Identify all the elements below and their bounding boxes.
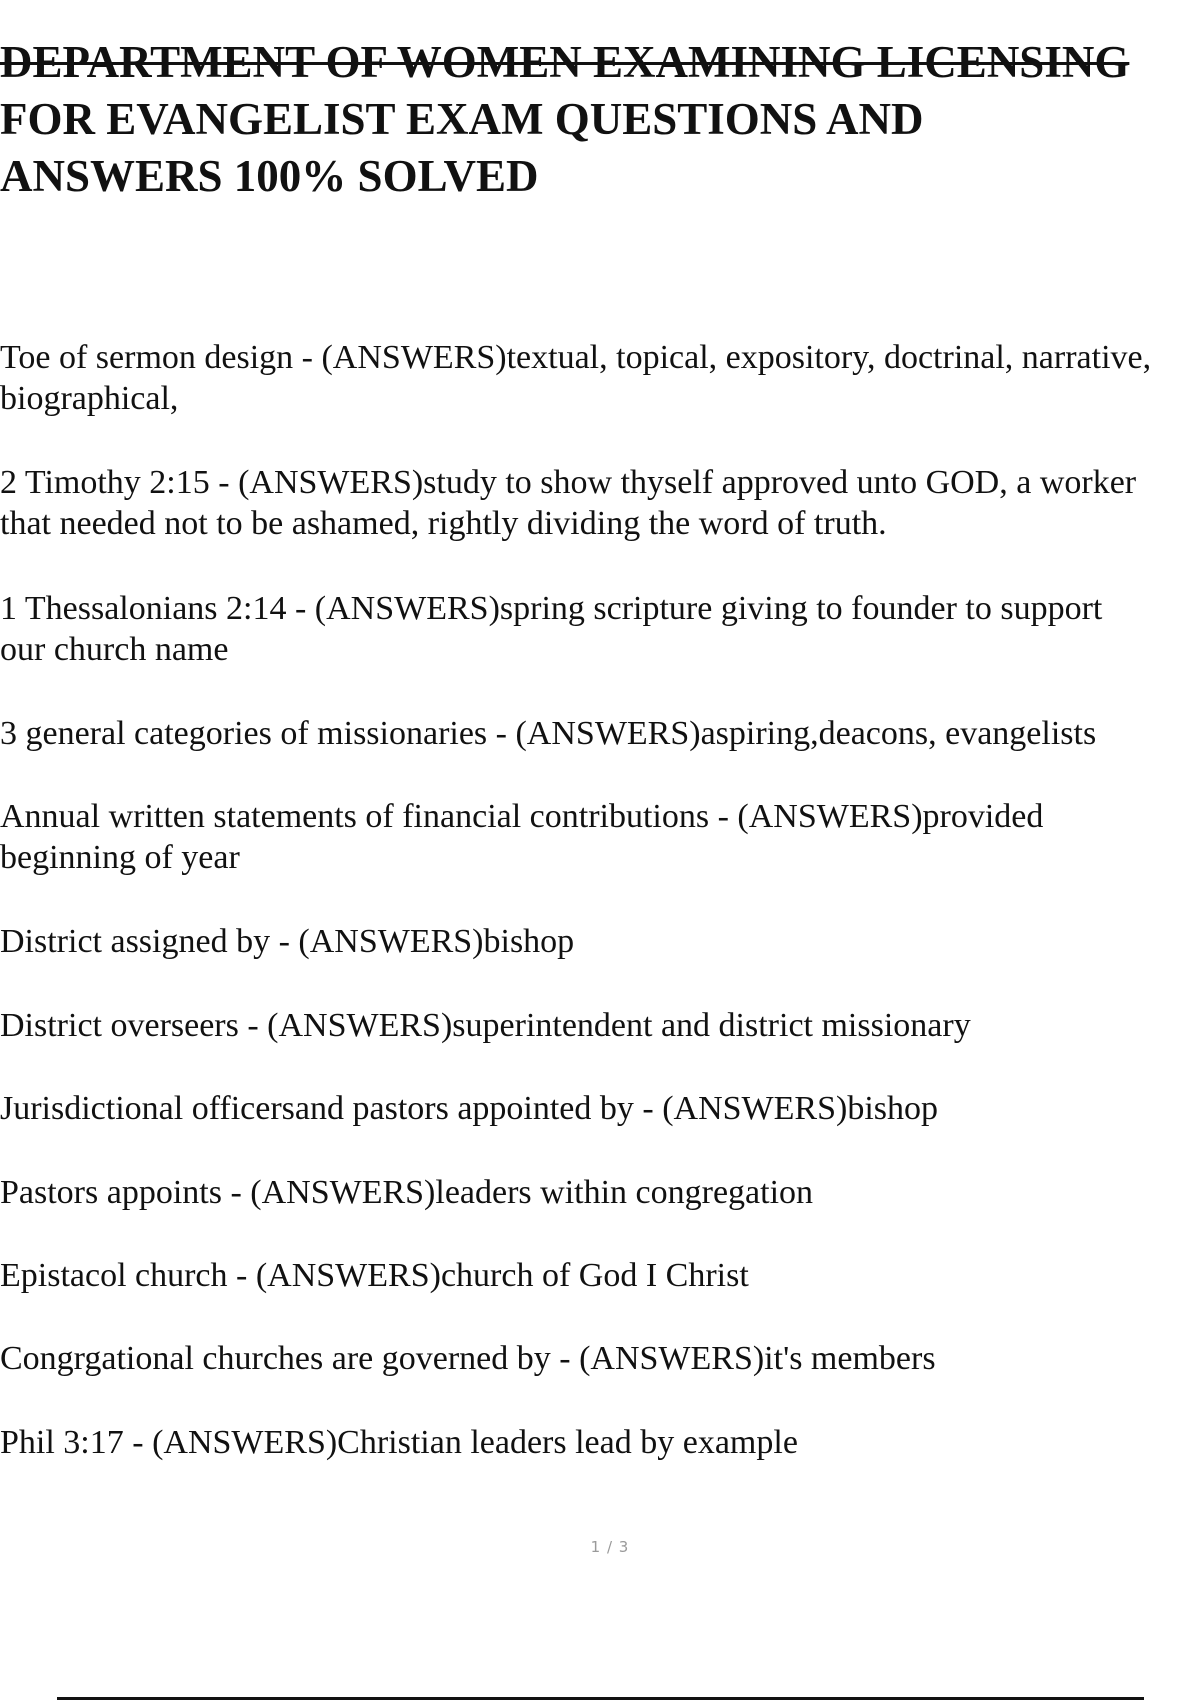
- qa-line: District assigned by - (ANSWERS)bishop: [0, 923, 575, 960]
- qa-line: Annual written statements of financial contributions - (ANSWERS)provided: [0, 798, 1044, 835]
- qa-item-epistacol-church: [0, 1255, 1200, 1296]
- qa-line: District overseers - (ANSWERS)superintendent and district missionary: [0, 1007, 971, 1044]
- qa-line: beginning of year: [0, 839, 240, 876]
- qa-line: Epistacol church - (ANSWERS)church of God I Christ: [0, 1257, 749, 1294]
- qa-item-phil-3-17: [0, 1422, 1200, 1463]
- title-line-3: ANSWERS 100% SOLVED: [0, 151, 539, 201]
- qa-line: Phil 3:17 - (ANSWERS)Christian leaders lead by example: [0, 1424, 798, 1461]
- qa-item-congregational-churches: [0, 1338, 1200, 1379]
- qa-line: 2 Timothy 2:15 - (ANSWERS)study to show thyself approved unto GOD, a worker: [0, 464, 1137, 501]
- title-line-1: DEPARTMENT OF WOMEN EXAMINING LICENSING: [0, 37, 1130, 87]
- qa-line: Congrgational churches are governed by - (ANSWERS)it's members: [0, 1340, 936, 1377]
- page-number: 1 / 3: [590, 1538, 630, 1556]
- qa-item-2-timothy: [0, 462, 1200, 544]
- qa-item-district-assigned: [0, 921, 1200, 962]
- qa-line: 1 Thessalonians 2:14 - (ANSWERS)spring scripture giving to founder to support: [0, 590, 1103, 627]
- qa-line: that needed not to be ashamed, rightly dividing the word of truth.: [0, 505, 887, 542]
- title-line-2: FOR EVANGELIST EXAM QUESTIONS AND: [0, 94, 924, 144]
- qa-item-missionary-categories: [0, 713, 1200, 754]
- qa-line: Toe of sermon design - (ANSWERS)textual, topical, expository, doctrinal, narrative,: [0, 339, 1152, 376]
- qa-item-1-thessalonians: [0, 588, 1200, 670]
- qa-line: biographical,: [0, 380, 179, 417]
- qa-line: Jurisdictional officersand pastors appointed by - (ANSWERS)bishop: [0, 1090, 939, 1127]
- qa-line: our church name: [0, 631, 229, 668]
- qa-line: Pastors appoints - (ANSWERS)leaders within congregation: [0, 1174, 814, 1211]
- qa-item-pastors-appoint: [0, 1172, 1200, 1213]
- qa-item-district-overseers: [0, 1005, 1200, 1046]
- qa-item-sermon-design: [0, 337, 1200, 419]
- document-title: [0, 34, 1200, 205]
- qa-item-financial-statements: [0, 796, 1200, 878]
- qa-line: 3 general categories of missionaries - (ANSWERS)aspiring,deacons, evangelists: [0, 715, 1097, 752]
- qa-item-jurisdictional-officers: [0, 1088, 1200, 1129]
